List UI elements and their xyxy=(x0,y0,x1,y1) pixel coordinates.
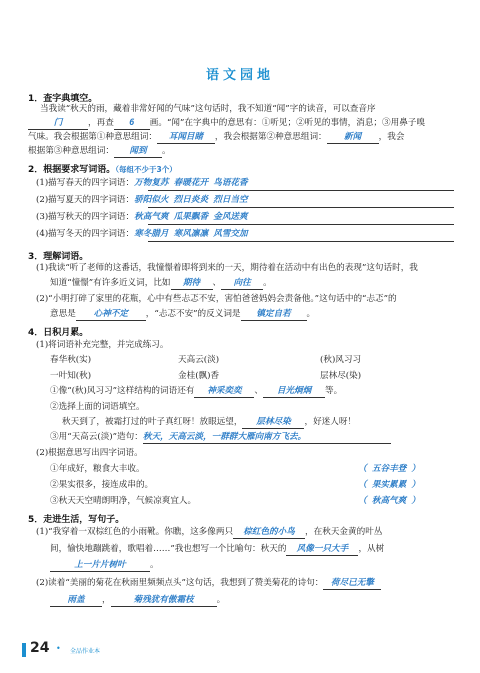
q4-meaning-answer-3: （ 秋高气爽 ） xyxy=(358,496,420,506)
q2-item-answer: 秋高气爽 瓜果飘香 金风送爽 xyxy=(134,212,248,222)
answer-line xyxy=(148,224,454,225)
footer-dot: • xyxy=(56,644,61,653)
q5-text: 间，愉快地蹦跳着，歌唱着……”我也想写一个比喻句：秋天的 xyxy=(50,544,287,554)
page-title: 语文园地 xyxy=(205,68,274,83)
q4-text-1: (1)将词语补充完整，并完成练习。 xyxy=(36,340,169,350)
q1-answer-word-1: 耳闻目睹 xyxy=(157,132,215,144)
q4-word-5: 金桂(飘)香 xyxy=(178,371,220,381)
q3-answer-4: 镇定自若 xyxy=(241,309,307,321)
q5-text: (2)读着“美丽的菊花在秋雨里频频点头”这句话，我想到了赞美菊花的诗句： xyxy=(36,578,324,588)
q4-word-2: 天高云(淡) xyxy=(178,355,220,365)
q2-item-answer: 骄阳似火 烈日炎炎 烈日当空 xyxy=(134,195,248,205)
q4-c1-answer-2: 目光炯炯 xyxy=(263,386,325,398)
q3-text-3: (2)“小明打碎了家里的花瓶，心中有些忐忑不安，害怕爸爸妈妈会责备他。”这句话中的“忐忑”的 xyxy=(36,294,397,304)
section-1-heading: 1．查字典填空。 xyxy=(28,94,98,104)
section-5-heading: 5．走进生活，写句子。 xyxy=(28,515,125,525)
q5-answer-3: 上一片片树叶 xyxy=(50,560,150,572)
q1-answer-strokes: 6 xyxy=(114,118,150,130)
q4-word-4: 一叶知(秋) xyxy=(50,371,92,381)
q3-line-4 xyxy=(50,309,315,321)
q5-text: ，在秋天金黄的叶丛 xyxy=(305,527,383,537)
q5-text: 。 xyxy=(216,595,226,605)
q3-text: 意思是 xyxy=(50,309,76,319)
q3-text-1: (1)我读“听了老师的这番话，我憧憬着即将到来的一天，期待着在活动中有出色的表现”这句话时，我 xyxy=(36,263,418,273)
q2-item-label: (3)描写秋天的四字词语： xyxy=(36,212,135,222)
q1-text: ，再查 xyxy=(88,118,114,128)
q3-text: 。 xyxy=(306,309,316,319)
q2-item-label: (4)描写冬天的四字词语： xyxy=(36,229,135,239)
q4-c1 xyxy=(50,386,342,398)
q1-answer-word-3: 闻到 xyxy=(114,146,162,158)
q5-line-5 xyxy=(50,595,225,607)
q4-text: ①像“(秋)风习习”这样结构的词语还有 xyxy=(50,386,195,396)
q1-line-3 xyxy=(28,132,404,144)
q4-text: ③用“天高云(淡)”造句： xyxy=(50,432,143,442)
q3-answer-1: 期待 xyxy=(171,278,213,290)
q4-word-6: 层林尽(染) xyxy=(320,371,362,381)
section-3-heading: 3．理解词语。 xyxy=(28,252,89,262)
section-2-label: 2．根据要求写词语。 xyxy=(28,165,116,175)
q4-c2-answer: 层林尽染 xyxy=(242,417,304,429)
q4-c2-line xyxy=(62,417,356,429)
q3-answer-3: 心神不定 xyxy=(76,309,146,321)
q4-meaning-1: ①年成好，粮食大丰收。 xyxy=(50,464,145,474)
q5-line-2 xyxy=(50,544,384,556)
q5-answer-5: 雨盖 xyxy=(50,595,102,607)
q4-meaning-3: ③秋天天空晴朗明净，气候凉爽宜人。 xyxy=(50,496,197,506)
q4-meaning-answer-2: （ 果实累累 ） xyxy=(358,480,420,490)
q4-c3 xyxy=(50,432,391,444)
q5-line-4 xyxy=(36,578,381,590)
page-number: 24 xyxy=(30,640,50,656)
q4-meaning-answer-1: （ 五谷丰登 ） xyxy=(358,464,420,474)
q2-item-4 xyxy=(36,229,248,240)
q3-text: 、 xyxy=(212,278,222,288)
q4-text: 等。 xyxy=(325,386,343,396)
answer-line xyxy=(148,207,454,208)
q4-c2: ②选择上面的词语填空。 xyxy=(50,402,145,412)
q5-text: ，从树 xyxy=(358,544,385,554)
q1-text: 。 xyxy=(161,146,171,156)
q4-word-1: 春华秋(实) xyxy=(50,355,92,365)
q5-answer-6: 菊残犹有傲霜枝 xyxy=(111,595,217,607)
section-4-heading: 4．日积月累。 xyxy=(28,328,89,338)
q4-c1-answer-1: 神采奕奕 xyxy=(194,386,254,398)
q3-text: 知道“憧憬”有许多近义词，比如 xyxy=(50,278,171,288)
q1-answer-word-2: 新闻 xyxy=(327,132,379,144)
q2-item-answer: 万物复苏 春暖花开 鸟语花香 xyxy=(134,178,248,188)
page-footer xyxy=(22,640,462,658)
q2-item-answer: 寒冬腊月 寒风凛凛 风雪交加 xyxy=(134,229,248,239)
q2-item-2 xyxy=(36,195,248,206)
q1-answer-letter: 门 xyxy=(28,118,88,130)
q3-line-2 xyxy=(50,278,272,290)
q4-text: ，好迷人呀！ xyxy=(304,417,357,427)
q1-text: 根据第③种意思组词： xyxy=(28,146,114,156)
q5-answer-4: 荷尽已无擎 xyxy=(323,578,381,590)
q2-item-1 xyxy=(36,178,248,189)
q5-text: (1)“我穿着一双棕红色的小雨靴。你瞧，这多像两只 xyxy=(36,527,234,537)
q2-item-3 xyxy=(36,212,248,223)
q3-text: ，“忐忑不安”的反义词是 xyxy=(145,309,241,319)
q4-meaning-2: ②果实很多，接连成串的。 xyxy=(50,480,154,490)
q5-text: 。 xyxy=(150,560,159,570)
q4-text-2: (2)根据意思写出四字词语。 xyxy=(36,448,143,458)
q4-c3-answer: 秋天，天高云淡，一群群大雁向南方飞去。 xyxy=(143,432,391,444)
q1-line-2 xyxy=(28,118,425,130)
q5-line-1 xyxy=(36,527,382,539)
book-name: 全品作业本 xyxy=(70,648,101,655)
answer-line xyxy=(148,241,454,242)
q3-answer-2: 向往 xyxy=(221,278,263,290)
q1-text: 画。“闻”在字典中的意思有：①听见；②听见的事情，消息；③用鼻子嗅 xyxy=(149,118,425,128)
q5-line-3 xyxy=(50,560,159,572)
page-marker-bar xyxy=(22,643,26,657)
q5-text: ， xyxy=(102,595,111,605)
section-2-hint: （每组不少于3个） xyxy=(115,165,177,174)
q1-text: ，我会 xyxy=(378,132,405,142)
q4-word-3: (秋)风习习 xyxy=(320,355,362,365)
q5-answer-2: 风像一只大手 xyxy=(286,544,358,556)
q2-item-label: (1)描写春天的四字词语： xyxy=(36,178,135,188)
section-2-heading xyxy=(28,162,177,175)
answer-line xyxy=(148,190,454,191)
q5-answer-1: 棕红色的小鸟 xyxy=(233,527,305,539)
q1-text: ，我会根据第②种意思组词： xyxy=(214,132,327,142)
q4-text: 、 xyxy=(254,386,264,396)
q2-item-label: (2)描写夏天的四字词语： xyxy=(36,195,135,205)
q1-text-1: 当我读“秋天的雨，藏着非常好闻的气味”这句话时，我不知道“闻”字的读音，可以查音序 xyxy=(40,104,376,114)
q1-line-4 xyxy=(28,146,171,158)
q1-text: 气味。我会根据第①种意思组词： xyxy=(28,132,157,142)
q4-text: 秋天到了，被霜打过的叶子真红呀！放眼远望， xyxy=(62,417,243,427)
q3-text: 。 xyxy=(263,278,272,288)
